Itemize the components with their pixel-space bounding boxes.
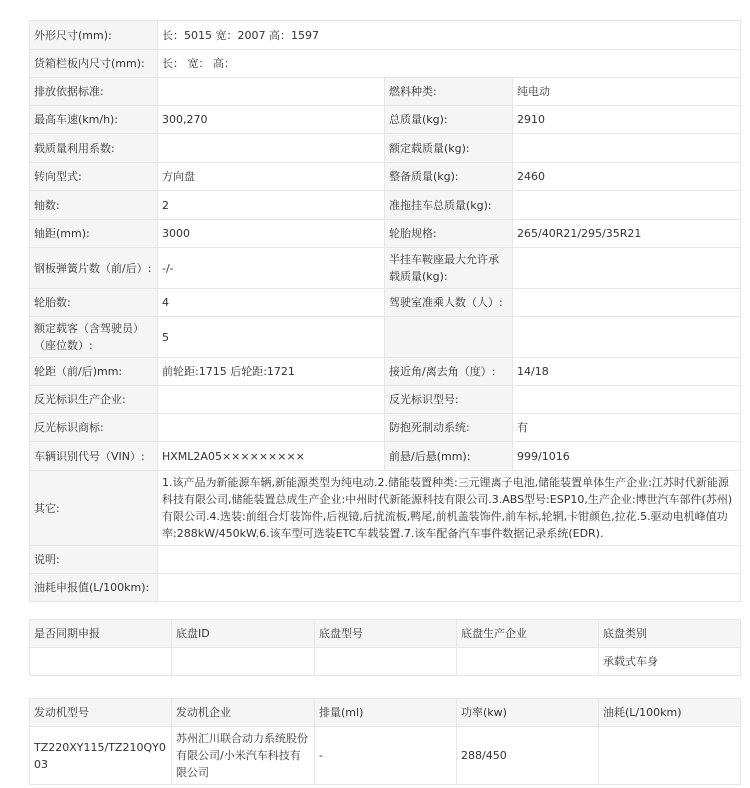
chassis-header-row xyxy=(30,620,741,648)
note-value xyxy=(158,546,741,574)
spec-row-other xyxy=(30,471,741,546)
spec-row xyxy=(30,317,741,358)
cargo-label: 货箱栏板内尺寸(mm): xyxy=(30,50,158,78)
spec-label: 轮胎数: xyxy=(30,289,158,317)
other-value: 1.该产品为新能源车辆,新能源类型为纯电动.2.储能装置种类:三元锂离子电池,储能装置单体生产企业:江苏时代新能源科技有限公司,储能装置总成生产企业:中州时代新能源科技有限公司.3.ABS型号:ESP10,生产企业:博世汽车部件(苏州)有限公司.4.选装:前组合灯装饰件,后视镜,后扰流板,鸭尾,前机盖装饰件,前车标,轮辋,卡钳颜色,拉花.5.驱动电机峰值功率:288kW/450kW.6.该车型可选装ETC车载装置.7.该车配备汽车事件数据记录系统(EDR). xyxy=(158,471,741,546)
spec-value: 999/1016 xyxy=(513,442,741,471)
chassis-cell xyxy=(457,648,599,676)
spec-value: 300,270 xyxy=(158,106,385,134)
dims-value: 长：5015 宽：2007 高：1597 xyxy=(158,21,741,50)
engine-header-row xyxy=(30,699,741,727)
fuel-label: 油耗申报值(L/100km): xyxy=(30,574,158,602)
engine-cell: 苏州汇川联合动力系统股份有限公司/小米汽车科技有限公司 xyxy=(172,727,315,785)
fuel-value xyxy=(158,574,741,602)
spec-label: 载质量利用系数: xyxy=(30,134,158,163)
spec-label: 额定载客（含驾驶员）（座位数）: xyxy=(30,317,158,358)
spec-value xyxy=(158,414,385,442)
spec-label: 准拖挂车总质量(kg): xyxy=(385,191,513,220)
engine-header: 发动机型号 xyxy=(30,699,172,727)
spec-label: 轴数: xyxy=(30,191,158,220)
cargo-value: 长： 宽： 高： xyxy=(158,50,741,78)
engine-header: 发动机企业 xyxy=(172,699,315,727)
spec-value: 14/18 xyxy=(513,358,741,386)
chassis-header: 底盘型号 xyxy=(315,620,457,648)
spec-label: 转向型式: xyxy=(30,163,158,191)
spec-row xyxy=(30,289,741,317)
spec-value: HXML2A05××××××××× xyxy=(158,442,385,471)
spec-row xyxy=(30,386,741,414)
spec-label: 接近角/离去角（度）: xyxy=(385,358,513,386)
spec-value: -/- xyxy=(158,248,385,289)
chassis-cell xyxy=(30,648,172,676)
chassis-cell xyxy=(315,648,457,676)
spec-row xyxy=(30,248,741,289)
spec-value: 4 xyxy=(158,289,385,317)
spec-label: 防抱死制动系统: xyxy=(385,414,513,442)
note-label: 说明: xyxy=(30,546,158,574)
chassis-header: 底盘ID xyxy=(172,620,315,648)
spec-label: 燃料种类: xyxy=(385,78,513,106)
spec-label: 额定载质量(kg): xyxy=(385,134,513,163)
spec-label: 最高车速(km/h): xyxy=(30,106,158,134)
chassis-header: 底盘类别 xyxy=(599,620,741,648)
engine-header: 油耗(L/100km) xyxy=(599,699,741,727)
spec-value: 5 xyxy=(158,317,385,358)
spec-value xyxy=(158,134,385,163)
spec-value xyxy=(513,248,741,289)
spec-value: 265/40R21/295/35R21 xyxy=(513,220,741,248)
spec-label: 驾驶室准乘人数（人）: xyxy=(385,289,513,317)
engine-table xyxy=(29,698,741,785)
spec-value xyxy=(513,386,741,414)
spec-label: 总质量(kg): xyxy=(385,106,513,134)
spec-label: 钢板弹簧片数（前/后）: xyxy=(30,248,158,289)
spec-label: 半挂车鞍座最大允许承载质量(kg): xyxy=(385,248,513,289)
spec-row-cargo xyxy=(30,50,741,78)
spec-label: 轮胎规格: xyxy=(385,220,513,248)
engine-cell: TZ220XY115/TZ210QY003 xyxy=(30,727,172,785)
spec-label: 轮距（前/后)mm: xyxy=(30,358,158,386)
spec-value: 前轮距:1715 后轮距:1721 xyxy=(158,358,385,386)
spec-label: 反光标识型号: xyxy=(385,386,513,414)
spec-row-note xyxy=(30,546,741,574)
other-label: 其它: xyxy=(30,471,158,546)
chassis-header: 底盘生产企业 xyxy=(457,620,599,648)
spec-value: 2460 xyxy=(513,163,741,191)
spec-row-fuel xyxy=(30,574,741,602)
spec-label: 轴距(mm): xyxy=(30,220,158,248)
engine-cell: - xyxy=(315,727,457,785)
spec-label: 反光标识生产企业: xyxy=(30,386,158,414)
spec-value: 2 xyxy=(158,191,385,220)
spec-value xyxy=(513,134,741,163)
chassis-data-row xyxy=(30,648,741,676)
spec-row xyxy=(30,442,741,471)
spec-value: 纯电动 xyxy=(513,78,741,106)
spec-row xyxy=(30,414,741,442)
spec-value: 2910 xyxy=(513,106,741,134)
spec-label: 车辆识别代号（VIN）: xyxy=(30,442,158,471)
spec-row xyxy=(30,358,741,386)
engine-cell: 288/450 xyxy=(457,727,599,785)
spec-label: 整备质量(kg): xyxy=(385,163,513,191)
engine-cell xyxy=(599,727,741,785)
chassis-header: 是否同期申报 xyxy=(30,620,172,648)
spec-row xyxy=(30,78,741,106)
spec-label: 排放依据标准: xyxy=(30,78,158,106)
spec-row xyxy=(30,106,741,134)
engine-header: 排量(ml) xyxy=(315,699,457,727)
spec-value: 3000 xyxy=(158,220,385,248)
spec-value: 有 xyxy=(513,414,741,442)
dims-label: 外形尺寸(mm): xyxy=(30,21,158,50)
spec-value xyxy=(513,191,741,220)
engine-data-row xyxy=(30,727,741,785)
spec-row xyxy=(30,163,741,191)
spec-value: 方向盘 xyxy=(158,163,385,191)
chassis-table xyxy=(29,619,741,676)
spec-label xyxy=(385,317,513,358)
chassis-cell: 承载式车身 xyxy=(599,648,741,676)
spec-value xyxy=(158,386,385,414)
spec-row xyxy=(30,191,741,220)
engine-header: 功率(kw) xyxy=(457,699,599,727)
chassis-cell xyxy=(172,648,315,676)
spec-row xyxy=(30,134,741,163)
spec-label: 反光标识商标: xyxy=(30,414,158,442)
spec-value xyxy=(513,317,741,358)
spec-label: 前悬/后悬(mm): xyxy=(385,442,513,471)
spec-value xyxy=(158,78,385,106)
spec-row-dims xyxy=(30,21,741,50)
spec-row xyxy=(30,220,741,248)
spec-table xyxy=(29,20,741,602)
spec-value xyxy=(513,289,741,317)
